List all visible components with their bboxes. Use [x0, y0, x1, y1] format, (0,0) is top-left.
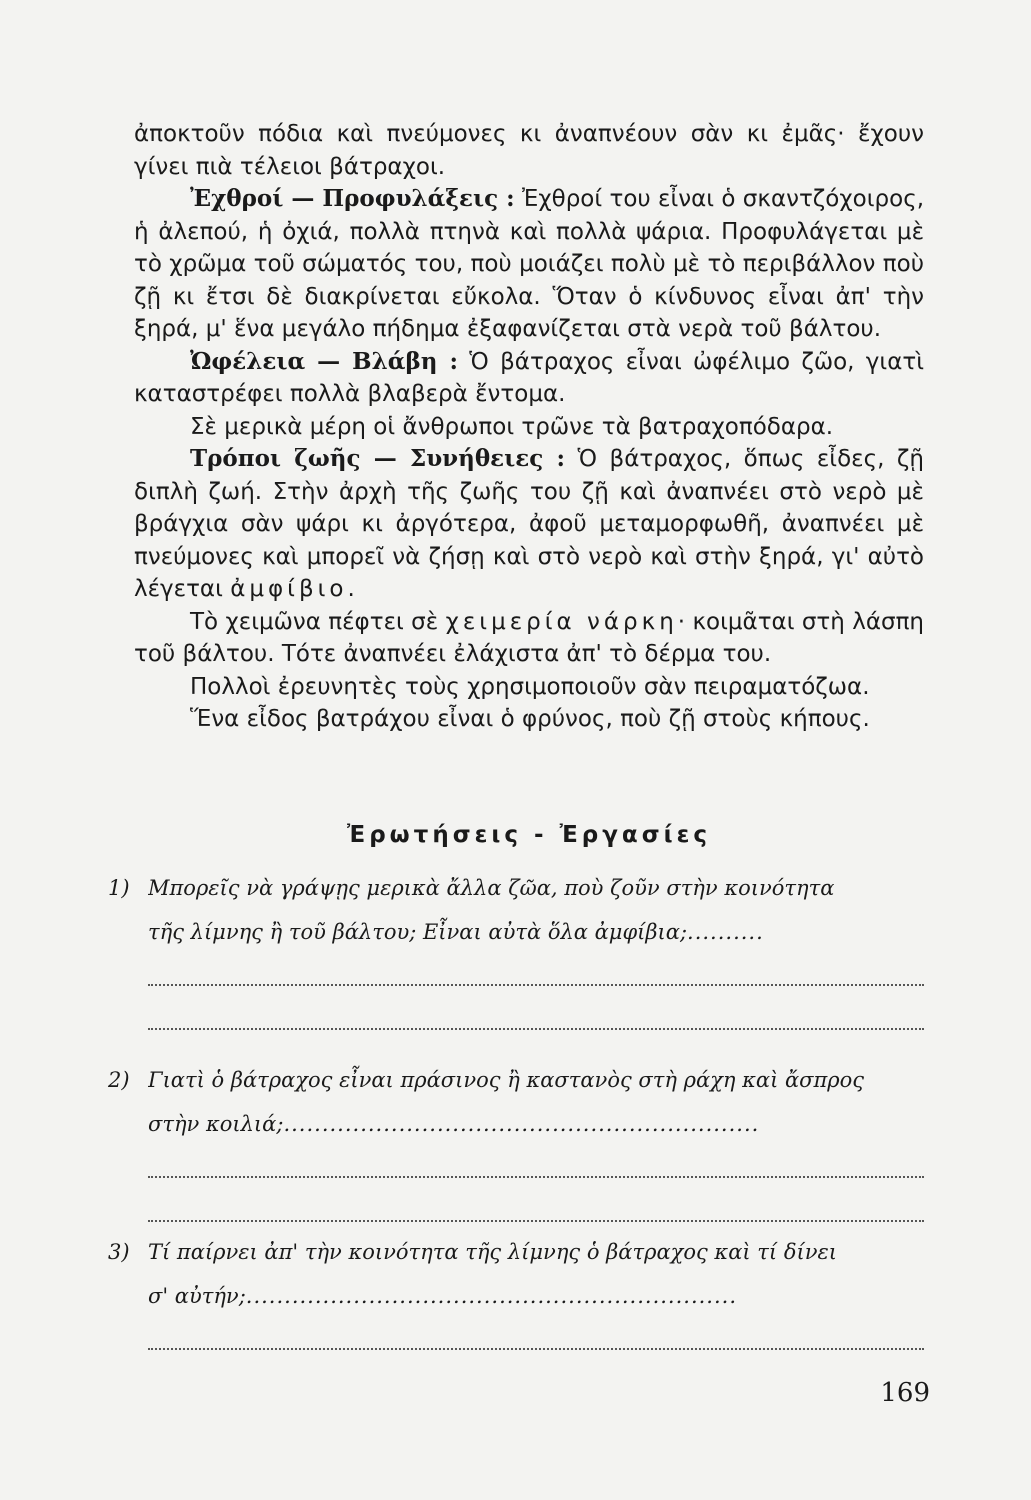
paragraph-label: Τρόποι ζωῆς — Συνήθειες : [190, 445, 565, 472]
section-title: Ἐρωτήσεις - Ἐργασίες [346, 822, 712, 848]
answer-line[interactable] [148, 954, 924, 998]
question-text: Μπορεῖς νὰ γράψῃς μερικὰ ἄλλα ζῶα, ποὺ ζοῦν στὴν κοινότητα [148, 876, 835, 900]
paragraph-text: Ὁ βάτραχος εἶναι ὠφέλιμο ζῶο, γιατὶ καταστρέφει πολλὰ βλαβερὰ ἔντομα. [134, 348, 924, 407]
page-number: 169 [880, 1378, 930, 1408]
paragraph-winter [134, 606, 924, 671]
question-text: σ' αὐτήν; [148, 1284, 246, 1308]
answer-dots: ................................................................ [245, 1284, 737, 1308]
paragraph-text: Ἕνα εἶδος βατράχου εἶναι ὁ φρύνος, ποὺ ζῇ στοὺς κήπους. [190, 706, 870, 732]
paragraph-label: Ὠφέλεια — Βλάβη : [190, 347, 458, 375]
paragraph-text: ἀποκτοῦν πόδια καὶ πνεύμονες κι ἀναπνέουν σὰν κι ἐμᾶς· ἔχουν γίνει πιὰ τέλειοι βάτραχοι. [134, 121, 924, 180]
paragraph-text: Σὲ μερικὰ μέρη οἱ ἄνθρωποι τρῶνε τὰ βατραχοπόδαρα. [190, 413, 834, 440]
paragraph-text: Πολλοὶ ἐρευνητὲς τοὺς χρησιμοποιοῦν σὰν πειραματόζωα. [190, 673, 870, 700]
question-text: τῆς λίμνης ἢ τοῦ βάλτου; Εἶναι αὐτὰ ὅλα ἀμφίβια; [148, 920, 688, 944]
paragraph-text: Τὸ χειμῶνα πέφτει σὲ [190, 608, 446, 635]
paragraph-text: Ἐχθροί του εἶναι ὁ σκαντζόχοιρος, ἡ ἀλεπού, ἡ ὀχιά, πολλὰ πτηνὰ καὶ πολλὰ ψάρια. Προφυλάγεται μὲ τὸ χρῶμα τοῦ σώματός του, ποὺ μοιάζει πολὺ μὲ τὸ περιβάλλον ποὺ ζῇ κι ἔτσι δὲ διακρίνεται εὔκολα. Ὅταν ὁ κίνδυνος εἶναι ἀπ' τὴν ξηρά, μ' ἕνα μεγάλο πήδημα ἐξαφανίζεται στὰ νερὰ τοῦ βάλτου. [134, 186, 925, 342]
paragraph-toad [134, 703, 924, 736]
answer-dots: .......... [687, 920, 764, 944]
paragraph-research [134, 671, 924, 704]
paragraph-intro [134, 118, 924, 183]
answer-line[interactable] [148, 998, 924, 1042]
question-number: 3) [108, 1240, 130, 1264]
term-hibernation: χειμερία νάρκη [445, 608, 678, 635]
body-text [134, 118, 924, 736]
paragraph-life [134, 443, 924, 606]
paragraph-enemies [134, 183, 924, 346]
paragraph-text: · κοιμᾶται στὴ λάσπη τοῦ βάλτου. Τότε ἀναπνέει ἐλάχιστα ἀπ' τὸ δέρμα του. [134, 608, 925, 667]
question-text: Τί παίρνει ἀπ' τὴν κοινότητα τῆς λίμνης ὁ βάτραχος καὶ τί δίνει [148, 1240, 837, 1264]
question-text: Γιατὶ ὁ βάτραχος εἶναι πράσινος ἢ καστανὸς στὴ ράχη καὶ ἄσπρος [148, 1068, 865, 1092]
paragraph-label: Ἐχθροί — Προφυλάξεις : [190, 185, 515, 212]
question-number: 2) [108, 1068, 130, 1092]
paragraph-frog-legs [134, 411, 924, 444]
answer-line[interactable] [148, 1190, 924, 1234]
question-number: 1) [108, 876, 130, 900]
answer-dots: .............................................................. [283, 1112, 760, 1136]
paragraph-benefit [134, 346, 924, 411]
paragraph-text: Ὁ βάτραχος, ὅπως εἶδες, ζῇ διπλὴ ζωή. Στὴν ἀρχὴ τῆς ζωῆς του ζῇ καὶ ἀναπνέει στὸ νερὸ μὲ βράγχια σὰν ψάρι κι ἀργότερα, ἀφοῦ μεταμορφωθῆ, ἀναπνέει μὲ πνεύμονες καὶ μπορεῖ νὰ ζήσῃ καὶ στὸ νερὸ καὶ στὴν ξηρά, γι' αὐτὸ λέγεται [134, 446, 924, 602]
question-text: στὴν κοιλιά; [148, 1112, 284, 1136]
answer-line[interactable] [148, 1146, 924, 1190]
term-amphibian: ἀμφίβιο. [230, 576, 359, 602]
answer-line[interactable] [148, 1318, 924, 1362]
